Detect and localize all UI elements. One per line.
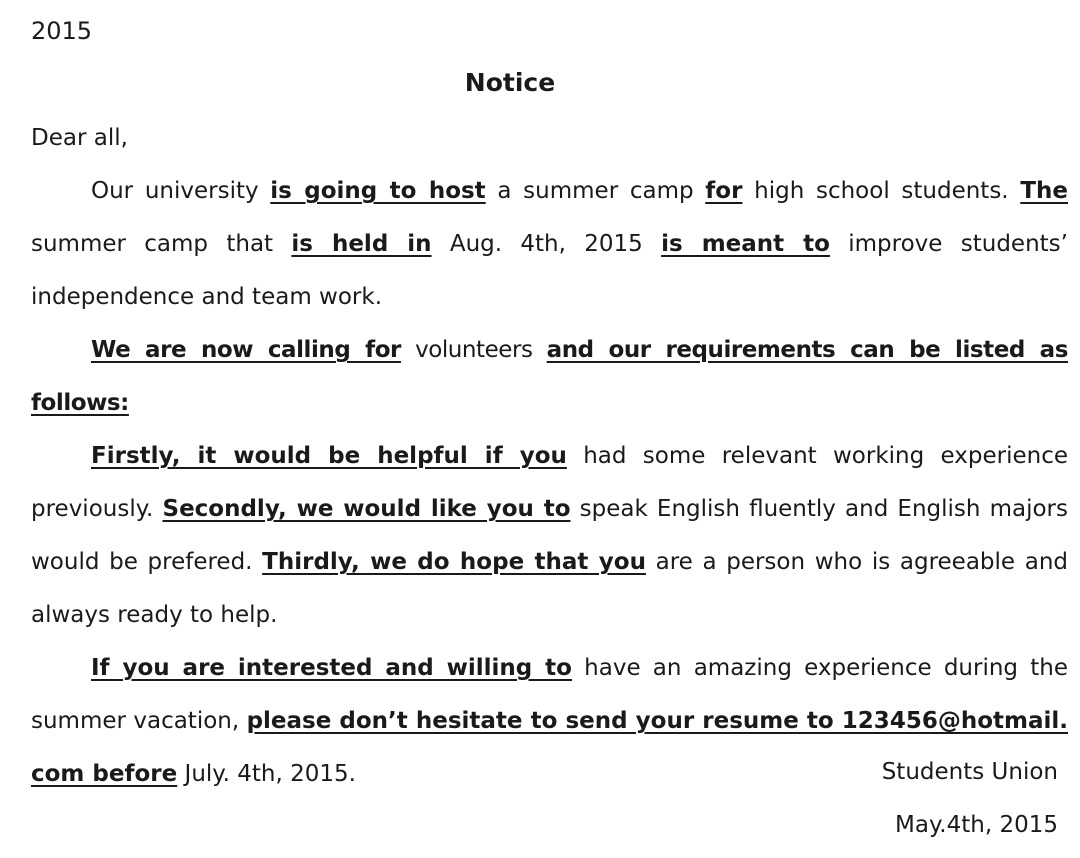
underlined-phrase: Secondly, we would like you to	[162, 496, 571, 522]
text-run: July. 4th, 2015.	[177, 761, 356, 787]
underlined-phrase: If you are interested and willing to	[91, 655, 572, 681]
paragraph-intro	[31, 165, 1068, 324]
underlined-phrase: and our requirements can be listed as follows:	[31, 337, 1068, 416]
text-run: speak English fluently and English majors would be prefered.	[31, 496, 1069, 575]
text-run: high school students.	[742, 178, 1021, 204]
text-run: improve students’ independence and team work.	[31, 231, 1068, 310]
text-run: are a person who is agreeable and always ready to help.	[31, 549, 1068, 628]
underlined-phrase: Firstly, it would be helpful if you	[91, 443, 567, 469]
text-run: Our university	[91, 178, 271, 204]
underlined-phrase: for	[705, 178, 743, 204]
underlined-phrase: Thirdly, we do hope that you	[262, 549, 646, 575]
text-run: summer camp that	[31, 231, 292, 257]
year-label: 2015	[31, 17, 93, 45]
underlined-phrase: is meant to	[661, 231, 830, 257]
text-run: volunteers	[400, 337, 547, 363]
text-run: have an amazing experience during the summer vacation,	[31, 655, 1068, 734]
text-run: a summer camp	[485, 178, 706, 204]
notice-title: Notice	[464, 68, 556, 97]
salutation: Dear all,	[31, 125, 128, 151]
text-run: Aug. 4th, 2015	[431, 231, 662, 257]
signature-organization: Students Union	[881, 759, 1058, 785]
letter-body	[31, 112, 1068, 801]
underlined-phrase: is held in	[291, 231, 432, 257]
underlined-phrase: please don’t hesitate to send your resume to 123456@hotmail. com before	[31, 708, 1068, 787]
paragraph-call	[31, 324, 1068, 430]
text-run: had some relevant working experience previously.	[31, 443, 1068, 522]
underlined-phrase: We are now calling for	[91, 337, 401, 363]
signature-date: May.4th, 2015	[895, 812, 1058, 838]
underlined-phrase: The	[1020, 178, 1068, 204]
underlined-phrase: is going to host	[270, 178, 486, 204]
paragraph-requirements	[31, 430, 1068, 642]
